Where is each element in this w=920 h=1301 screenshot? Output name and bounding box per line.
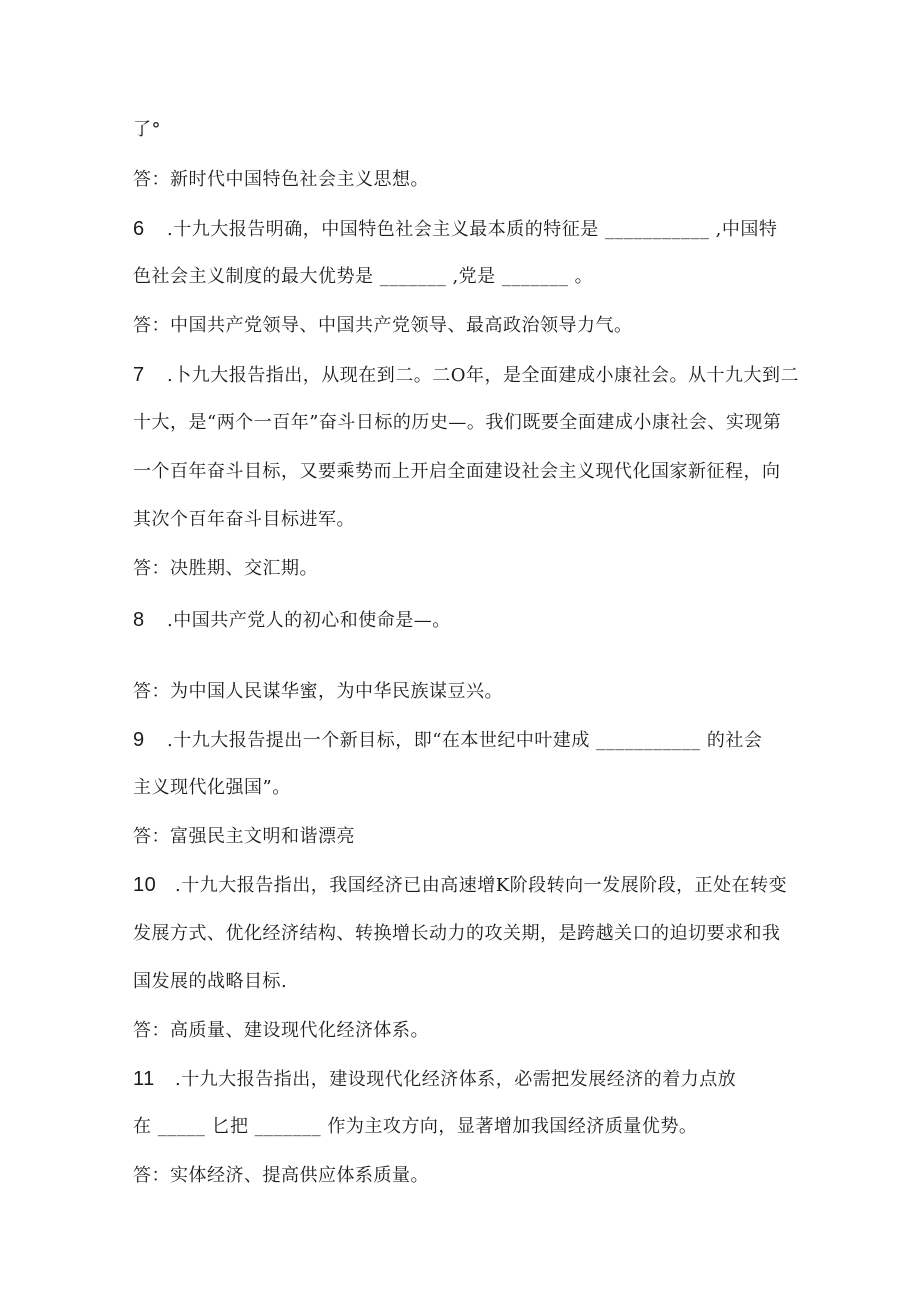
answer-6: 答：中国共产党领导、中国共产党领导、最高政治领导力气。 bbox=[133, 315, 633, 336]
question-number: 8 bbox=[133, 609, 145, 631]
question-6-line-1: 6 .十九大报告明确，中国特色社会主义最本质的特征是 ___________ ,中国特 bbox=[133, 218, 778, 240]
answer-11: 答：实体经济、提高供应体系质量。 bbox=[133, 1165, 429, 1186]
question-number: 6 bbox=[133, 218, 145, 240]
answer-10: 答：高质量、建设现代化经济体系。 bbox=[133, 1020, 429, 1041]
question-number: 7 bbox=[133, 364, 145, 386]
question-11-line-1: 11 .十九大报告指出，建设现代化经济体系，必需把发展经济的着力点放 bbox=[133, 1068, 737, 1090]
question-6-line-2: 色社会主义制度的最大优势是 _______ ,党是 _______ 。 bbox=[133, 266, 594, 287]
question-number: 9 bbox=[133, 729, 145, 751]
question-7-line-2: 十大，是“两个一百年”奋斗日标的历史—。我们既要全面建成小康社会、实现第 bbox=[133, 412, 782, 433]
question-11-line-2: 在 _____ 匕把 _______ 作为主攻方向，显著增加我国经济质量优势。 bbox=[133, 1116, 698, 1137]
question-7-line-3: 一个百年奋斗目标，又要乘势而上开启全面建设社会主义现代化国家新征程，向 bbox=[133, 461, 781, 482]
question-number: 10 bbox=[133, 874, 157, 896]
question-9-line-2: 主义现代化强国”。 bbox=[133, 777, 291, 798]
question-7-line-4: 其次个百年奋斗目标进军。 bbox=[133, 509, 355, 530]
question-9-line-1: 9 .十九大报告提出一个新目标，即“在本世纪中叶建成 ___________ 的社会 bbox=[133, 729, 763, 751]
question-8: 8 .中国共产党人的初心和使命是—。 bbox=[133, 609, 451, 631]
question-10-line-3: 国发展的战略目标. bbox=[133, 971, 288, 992]
question-number: 11 bbox=[133, 1068, 155, 1090]
answer-8: 答：为中国人民谋华蜜，为中华民族谋豆兴。 bbox=[133, 681, 503, 702]
question-7-line-1: 7 .卜九大报告指出，从现在到二。二O年，是全面建成小康社会。从十九大到二 bbox=[133, 364, 799, 386]
answer-7: 答：决胜期、交汇期。 bbox=[133, 558, 318, 579]
question-10-line-2: 发展方式、优化经济结构、转换增长动力的攻关期，是跨越关口的迫切要求和我 bbox=[133, 923, 781, 944]
answer-5: 答：新时代中国特色社会主义思想。 bbox=[133, 169, 429, 190]
text-line-1: 了° bbox=[133, 119, 161, 140]
answer-9: 答：富强民主文明和谐漂亮 bbox=[133, 826, 355, 847]
question-10-line-1: 10 .十九大报告指出，我国经济已由高速增K阶段转向一发展阶段，正处在转变 bbox=[133, 874, 788, 896]
